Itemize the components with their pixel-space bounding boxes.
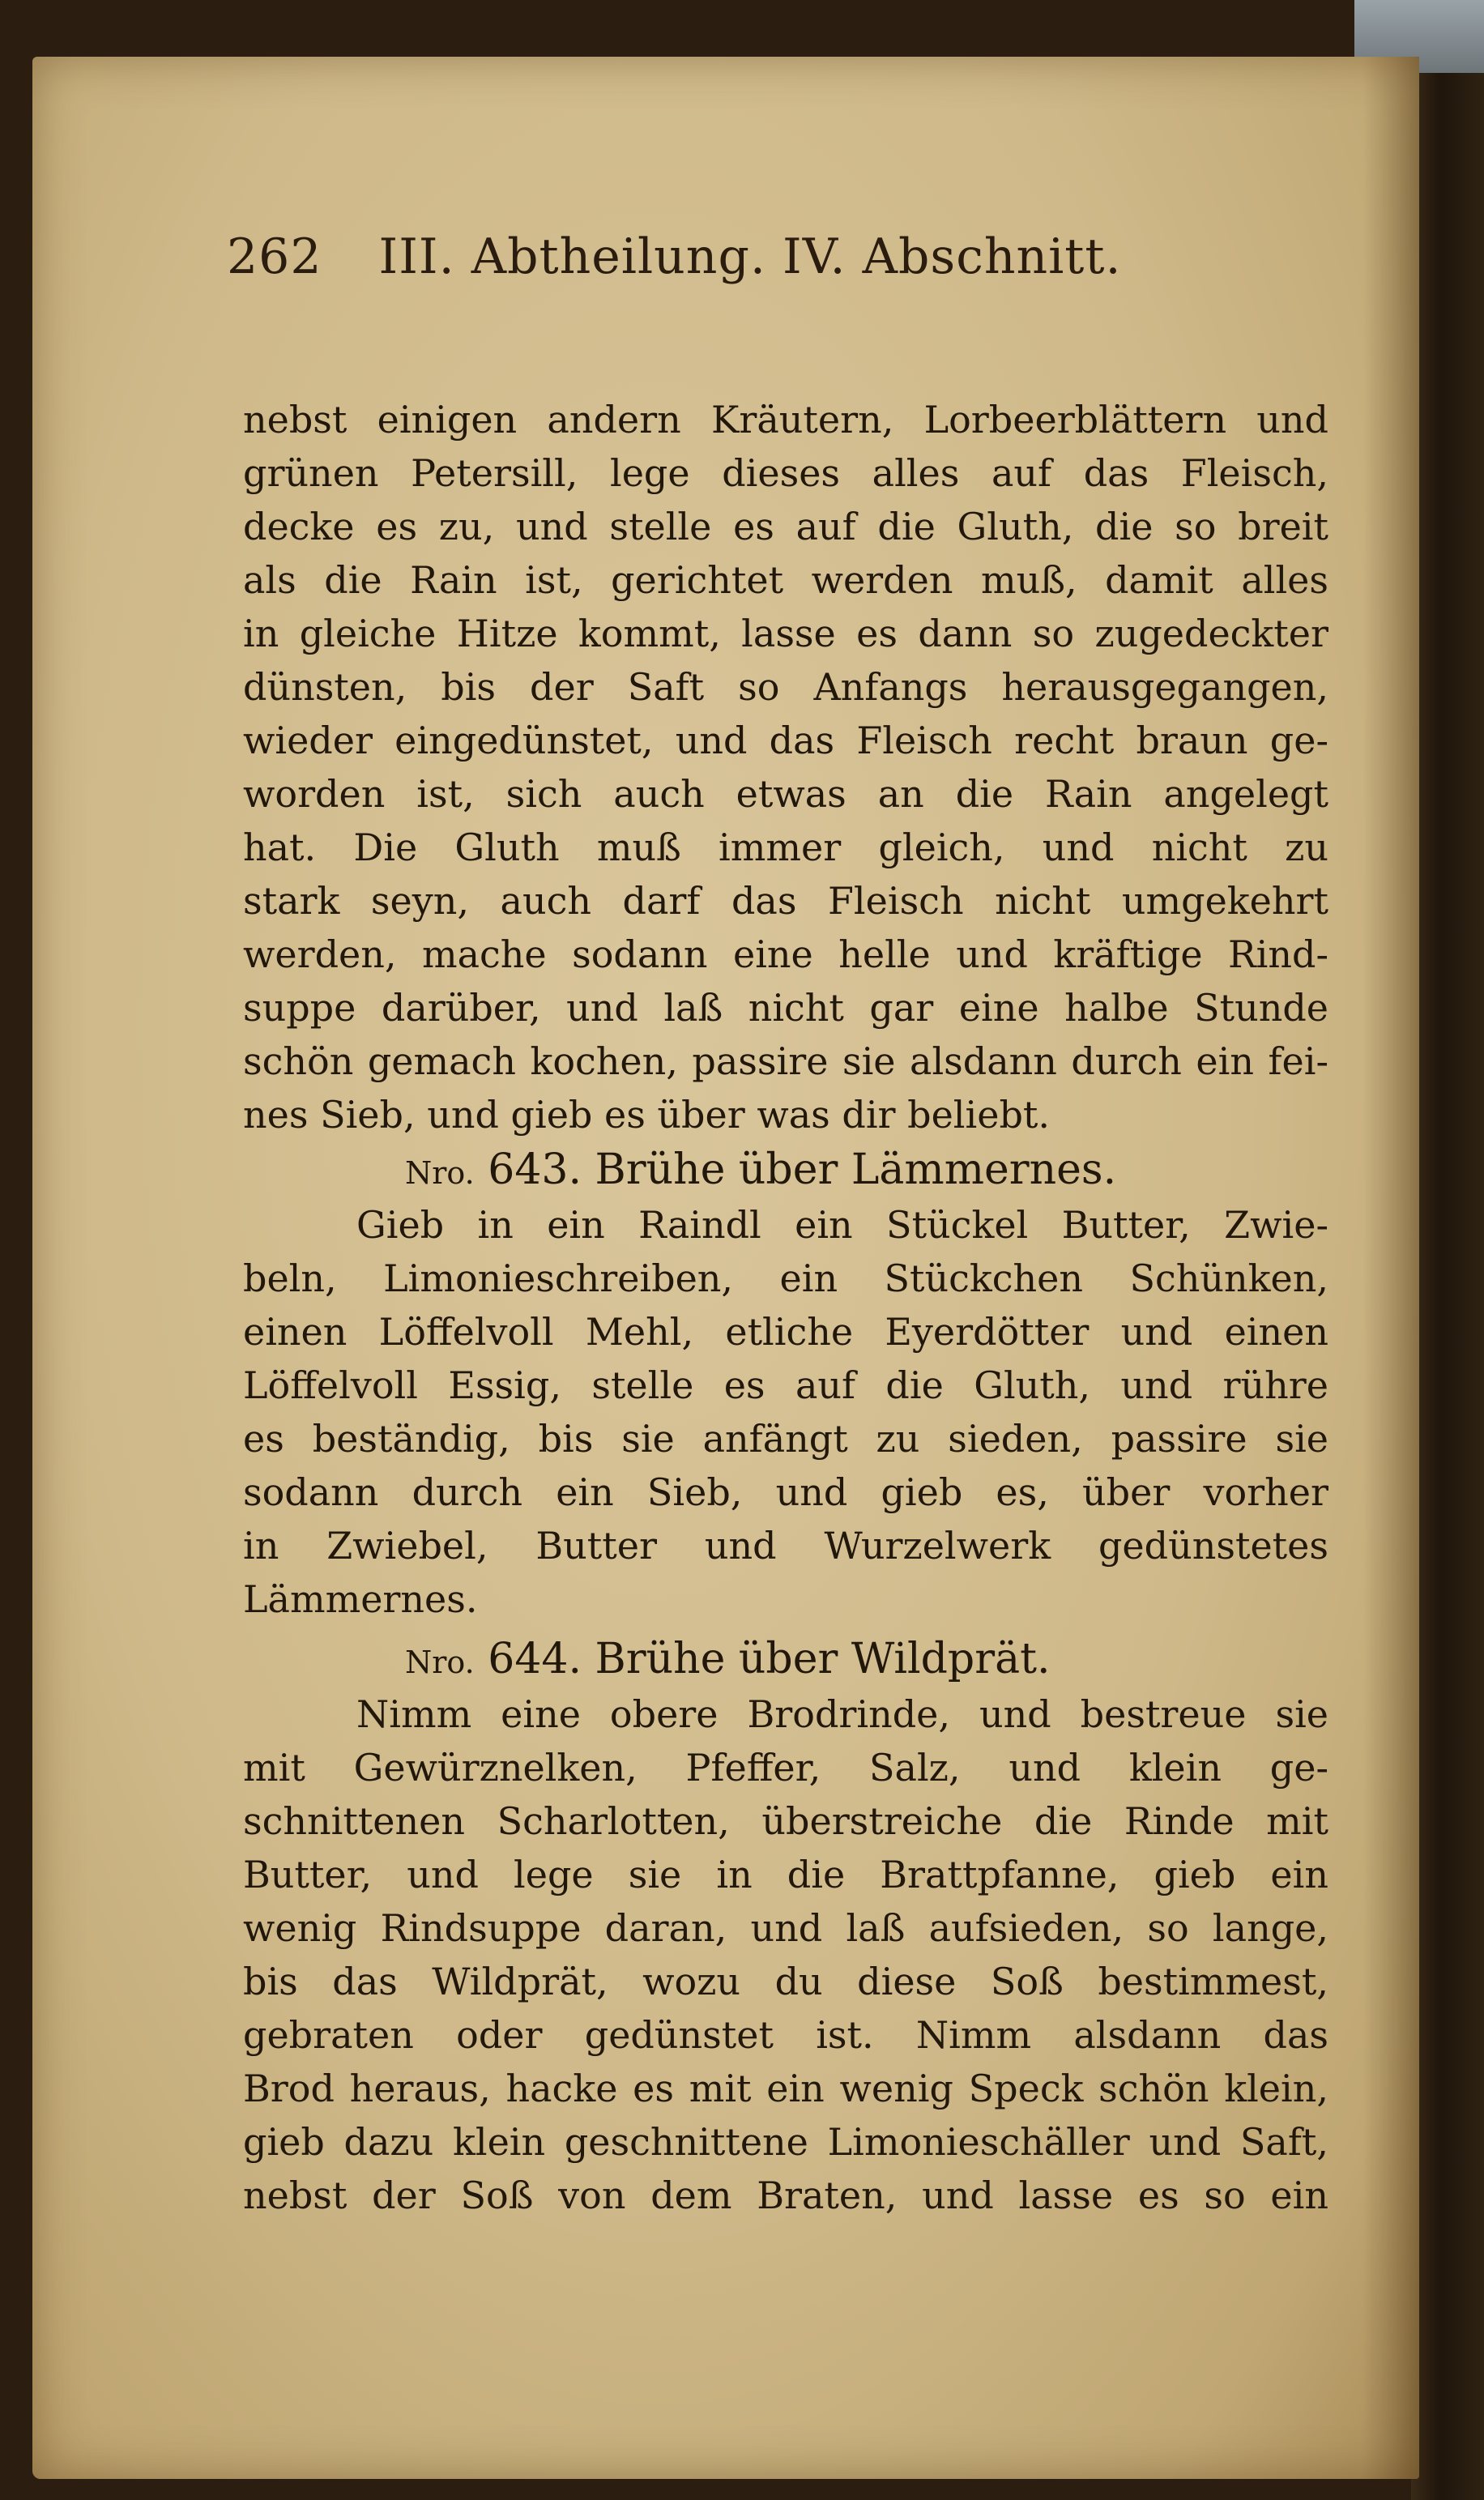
paragraph-continuation (243, 393, 1328, 1141)
recipe-heading (243, 1141, 1328, 1198)
text-line: gieb dazu klein geschnittene Limonieschäller und Saft, (243, 2120, 1328, 2164)
text-line: worden ist, sich auch etwas an die Rain angelegt (243, 772, 1328, 816)
page-sheet (32, 57, 1419, 2479)
text-line: schnittenen Scharlotten, überstreiche die Rinde mit (243, 1799, 1328, 1843)
page-number: 262 (227, 228, 322, 285)
text-line: es beständig, bis sie anfängt zu sieden, passire sie (243, 1417, 1328, 1461)
text-line: nebst der Soß von dem Braten, und lasse es so ein (243, 2174, 1328, 2217)
text-line: dünsten, bis der Saft so Anfangs herausgegangen, (243, 665, 1328, 709)
text-line: Löffelvoll Essig, stelle es auf die Gluth, und rühre (243, 1363, 1328, 1407)
recipe-title: 643. Brühe über Lämmernes. (488, 1145, 1117, 1194)
recipe-heading (243, 1631, 1328, 1687)
text-line: hat. Die Gluth muß immer gleich, und nicht zu (243, 826, 1328, 869)
recipe-644 (243, 1631, 1328, 2222)
text-line: suppe darüber, und laß nicht gar eine halbe Stunde (243, 986, 1328, 1030)
recipe-nro-label: Nro. (405, 1155, 475, 1191)
text-line: Brod heraus, hacke es mit ein wenig Speck schön klein, (243, 2067, 1328, 2110)
text-line: nebst einigen andern Kräutern, Lorbeerblättern und (243, 398, 1328, 442)
text-line: werden, mache sodann eine helle und kräftige Rind- (243, 932, 1328, 976)
text-line: stark seyn, auch darf das Fleisch nicht umgekehrt (243, 879, 1328, 923)
text-line: als die Rain ist, gerichtet werden muß, damit alles (243, 558, 1328, 602)
text-line: schön gemach kochen, passire sie alsdann durch ein fei- (243, 1039, 1328, 1083)
recipe-title: 644. Brühe über Wildprät. (488, 1635, 1051, 1683)
book-spine-edge (1411, 0, 1484, 2500)
text-line: mit Gewürznelken, Pfeffer, Salz, und klein ge- (243, 1746, 1328, 1790)
text-line: beln, Limonieschreiben, ein Stückchen Schünken, (243, 1256, 1328, 1300)
text-line: Butter, und lege sie in die Brattpfanne, gieb ein (243, 1853, 1328, 1896)
text-line: einen Löffelvoll Mehl, etliche Eyerdötter und einen (243, 1310, 1328, 1354)
text-line: Lämmernes. (243, 1577, 478, 1621)
text-line: grünen Petersill, lege dieses alles auf das Fleisch, (243, 451, 1328, 495)
text-line: Nimm eine obere Brodrinde, und bestreue sie (356, 1692, 1328, 1736)
recipe-nro-label: Nro. (405, 1645, 475, 1680)
text-line: sodann durch ein Sieb, und gieb es, über vorher (243, 1470, 1328, 1514)
running-title: III. Abtheilung. IV. Abschnitt. (378, 228, 1122, 285)
text-line: gebraten oder gedünstet ist. Nimm alsdann das (243, 2013, 1328, 2057)
text-line: Gieb in ein Raindl ein Stückel Butter, Zwie- (356, 1203, 1328, 1247)
text-line: decke es zu, und stelle es auf die Gluth, die so breit (243, 505, 1328, 548)
page-header (227, 228, 1345, 285)
text-line: nes Sieb, und gieb es über was dir beliebt. (243, 1093, 1051, 1137)
text-line: in Zwiebel, Butter und Wurzelwerk gedünstetes (243, 1524, 1328, 1568)
text-line: wieder eingedünstet, und das Fleisch recht braun ge- (243, 719, 1328, 762)
page-body (243, 393, 1328, 2222)
recipe-643 (243, 1141, 1328, 1626)
text-line: in gleiche Hitze kommt, lasse es dann so zugedeckter (243, 612, 1328, 655)
text-line: wenig Rindsuppe daran, und laß aufsieden, so lange, (243, 1906, 1328, 1950)
text-line: bis das Wildprät, wozu du diese Soß bestimmest, (243, 1960, 1328, 2003)
